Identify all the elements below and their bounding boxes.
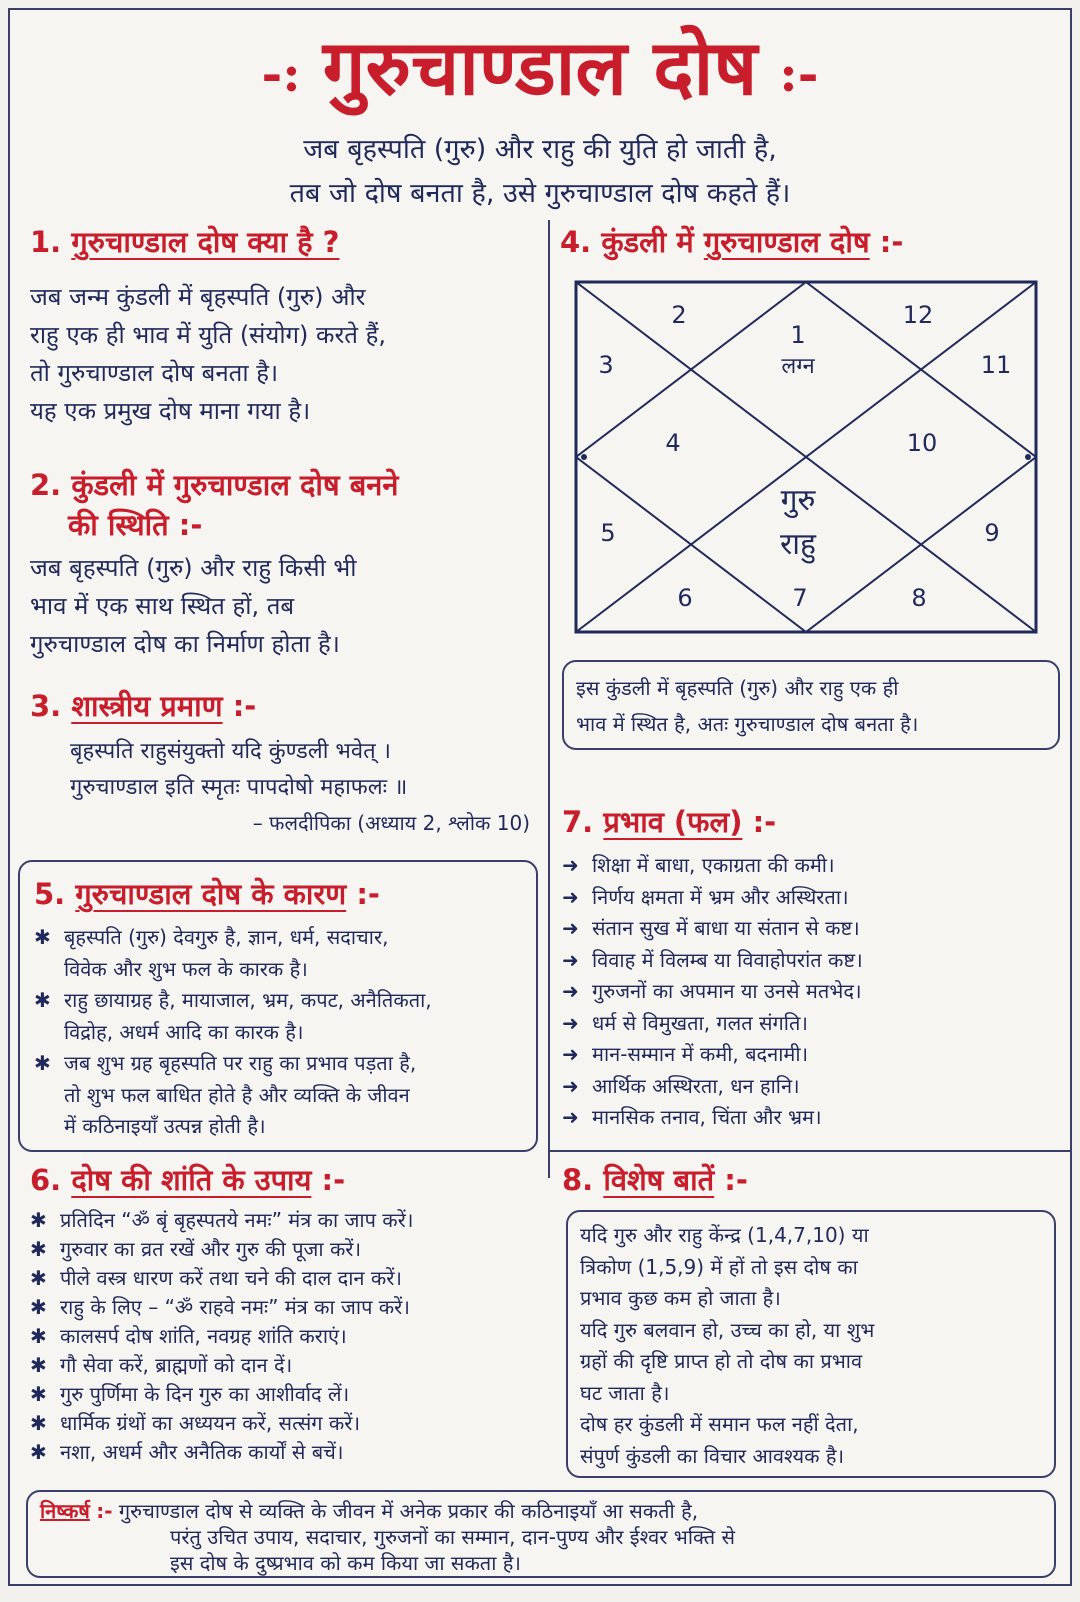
- causes-list: [34, 922, 526, 1143]
- section-3: [30, 686, 540, 840]
- list-item: [562, 1102, 1062, 1134]
- section-8-heading: [562, 1160, 1062, 1200]
- asterisk-icon: ✱: [30, 1353, 47, 1377]
- section-1-title: गुरुचाण्डाल दोष क्या है ?: [71, 225, 340, 259]
- list-item: [562, 882, 1062, 914]
- section-7-title: प्रभाव (फल): [603, 805, 743, 839]
- list-item: [30, 1380, 545, 1409]
- planet-guru: गुरु: [780, 483, 816, 518]
- text-line: घट जाता है।: [580, 1380, 670, 1405]
- list-item: [30, 1206, 545, 1235]
- list-item: [30, 1351, 545, 1380]
- list-item: [562, 976, 1062, 1008]
- section-3-title: शास्त्रीय प्रमाण: [71, 689, 223, 723]
- arrow-icon: ➜: [562, 1105, 579, 1129]
- asterisk-icon: ✱: [34, 925, 51, 949]
- section-4-number: 4.: [560, 225, 592, 259]
- section-3-number: 3.: [30, 689, 62, 723]
- intro-line: जब बृहस्पति (गुरु) और राहु की युति हो जाती है,: [303, 134, 777, 165]
- text-line: में कठिनाइयाँ उत्पन्न होती है।: [64, 1114, 266, 1138]
- list-item: [562, 850, 1062, 882]
- note-line: भाव में स्थित है, अतः गुरुचाण्डाल दोष बनता है।: [576, 712, 919, 736]
- text-line: दोष हर कुंडली में समान फल नहीं देता,: [580, 1412, 859, 1436]
- asterisk-icon: ✱: [30, 1208, 47, 1232]
- text-line: राहु छायाग्रह है, मायाजाल, भ्रम, कपट, अनैतिकता,: [64, 988, 432, 1012]
- text-line: इस दोष के दुष्प्रभाव को कम किया जा सकता है।: [170, 1551, 521, 1575]
- text-line: आर्थिक अस्थिरता, धन हानि।: [592, 1073, 800, 1098]
- section-6-suffix: :-: [321, 1163, 346, 1197]
- asterisk-icon: ✱: [34, 988, 51, 1012]
- house-11: 11: [980, 351, 1012, 379]
- column-divider: [548, 220, 550, 1178]
- asterisk-icon: ✱: [30, 1295, 47, 1319]
- text-line: गौ सेवा करें, ब्राह्मणों को दान दें।: [60, 1353, 293, 1377]
- conclusion-label: निष्कर्ष: [40, 1499, 90, 1523]
- section-4-title: कुंडली में: [601, 225, 694, 259]
- chart-dot: [581, 454, 587, 460]
- section-4: [560, 222, 1060, 262]
- shloka: [30, 734, 540, 806]
- section-2-heading-cont: [30, 505, 535, 545]
- list-item: [34, 922, 526, 985]
- text-line: जब शुभ ग्रह बृहस्पति पर राहु का प्रभाव पड़ता है,: [64, 1051, 417, 1075]
- text-line: संपुर्ण कुंडली का विचार आवश्यक है।: [580, 1443, 845, 1468]
- asterisk-icon: ✱: [30, 1382, 47, 1406]
- text-line: जब जन्म कुंडली में बृहस्पति (गुरु) और: [30, 283, 366, 311]
- text-line: बृहस्पति (गुरु) देवगुरु है, ज्ञान, धर्म, सदाचार,: [64, 925, 389, 949]
- list-item: [562, 1071, 1062, 1103]
- page-title: [10, 18, 1070, 124]
- list-item: [562, 945, 1062, 977]
- text-line: तो शुभ फल बाधित होते है और व्यक्ति के जीवन: [64, 1082, 410, 1107]
- house-10: 10: [906, 429, 938, 457]
- asterisk-icon: ✱: [30, 1266, 47, 1290]
- section-6: [30, 1160, 545, 1467]
- text-line: भाव में एक साथ स्थित हों, तब: [30, 592, 295, 620]
- title-text: गुरुचाण्डाल दोष: [322, 23, 758, 112]
- section-8-suffix: :-: [724, 1163, 748, 1197]
- section-5-heading: [34, 874, 526, 914]
- arrow-icon: ➜: [562, 916, 579, 940]
- arrow-icon: ➜: [562, 947, 579, 972]
- list-item: [34, 1048, 526, 1143]
- note-line: इस कुंडली में बृहस्पति (गुरु) और राहु एक ही: [576, 676, 899, 700]
- house-4: 4: [665, 429, 681, 457]
- section-4-title-underlined: गुरुचाण्डाल दोष: [703, 225, 870, 259]
- section-7-number: 7.: [562, 805, 594, 839]
- text-line: विवाह में विलम्ब या विवाहोपरांत कष्ट।: [592, 947, 863, 972]
- text-line: शिक्षा में बाधा, एकाग्रता की कमी।: [592, 853, 835, 877]
- conclusion-suffix: :-: [96, 1499, 113, 1523]
- asterisk-icon: ✱: [30, 1440, 47, 1464]
- lagna-label: लग्न: [781, 354, 815, 379]
- title-left-ornament: -:: [261, 44, 301, 103]
- text-line: तो गुरुचाण्डाल दोष बनता है।: [30, 359, 279, 387]
- section-6-heading: [30, 1160, 545, 1200]
- text-line: मान-सम्मान में कमी, बदनामी।: [592, 1042, 809, 1066]
- text-line: यदि गुरु बलवान हो, उच्च का हो, या शुभ: [580, 1317, 875, 1342]
- remedies-list: [30, 1206, 545, 1467]
- section-2-title: कुंडली में गुरुचाण्डाल दोष बनने: [71, 468, 399, 502]
- intro-line: तब जो दोष बनता है, उसे गुरुचाण्डाल दोष कहते हैं।: [289, 178, 791, 209]
- text-line: धार्मिक ग्रंथों का अध्ययन करें, सत्संग करें।: [60, 1411, 361, 1435]
- section-8: [562, 1160, 1062, 1200]
- house-2: 2: [671, 301, 687, 329]
- section-5-title: गुरुचाण्डाल दोष के कारण: [75, 877, 347, 911]
- arrow-icon: ➜: [562, 979, 579, 1003]
- section-7-heading: [562, 802, 1062, 842]
- text-line: त्रिकोण (1,5,9) में हों तो इस दोष का: [580, 1254, 858, 1279]
- list-item: [30, 1438, 545, 1467]
- section-8-number: 8.: [562, 1163, 594, 1197]
- house-8: 8: [911, 584, 927, 612]
- house-12: 12: [902, 301, 934, 329]
- section-5-suffix: :-: [356, 877, 380, 911]
- arrow-icon: ➜: [562, 1073, 579, 1098]
- chart-note: [562, 660, 1060, 750]
- text-line: प्रभाव कुछ कम हो जाता है।: [580, 1286, 781, 1310]
- section-1-number: 1.: [30, 225, 62, 259]
- house-5: 5: [600, 519, 616, 547]
- shloka-reference: – फलदीपिका (अध्याय 2, श्लोक 10): [252, 811, 530, 835]
- text-line: यदि गुरु और राहु केंन्द्र (1,4,7,10) या: [580, 1223, 869, 1247]
- section-2-heading: [30, 465, 535, 505]
- text-line: निर्णय क्षमता में भ्रम और अस्थिरता।: [592, 884, 849, 909]
- section-7: [562, 802, 1062, 1134]
- text-line: परंतु उचित उपाय, सदाचार, गुरुजनों का सम्मान, दान-पुण्य और ईश्वर भक्ति से: [170, 1525, 736, 1549]
- section-8-title: विशेष बातें: [603, 1163, 715, 1197]
- special-notes-box: [566, 1210, 1056, 1478]
- conclusion-box: [26, 1490, 1056, 1578]
- section-7-suffix: :-: [752, 805, 777, 839]
- house-9: 9: [984, 519, 1000, 547]
- list-item: [30, 1409, 545, 1438]
- section-6-title: दोष की शांति के उपाय: [71, 1163, 312, 1197]
- text-line: विद्रोह, अधर्म आदि का कारक है।: [64, 1019, 304, 1044]
- section-2-number: 2.: [30, 468, 62, 502]
- asterisk-icon: ✱: [34, 1051, 51, 1075]
- poster: [8, 8, 1072, 1586]
- section-3-suffix: :-: [232, 689, 257, 723]
- house-1: 1: [790, 321, 806, 349]
- title-right-ornament: :-: [779, 44, 819, 103]
- text-line: गुरुचाण्डाल दोष का निर्माण होता है।: [30, 630, 340, 658]
- text-line: यह एक प्रमुख दोष माना गया है।: [30, 397, 311, 425]
- section-6-number: 6.: [30, 1163, 62, 1197]
- section-4-heading: [560, 222, 1060, 262]
- text-line: धर्म से विमुखता, गलत संगति।: [592, 1010, 808, 1035]
- section-3-heading: [30, 686, 540, 726]
- house-7: 7: [792, 584, 808, 612]
- text-line: राहु के लिए – “ॐ राहवे नमः” मंत्र का जाप करें।: [60, 1295, 410, 1319]
- shloka-line: गुरुचाण्डाल इति स्मृतः पापदोषो महाफलः ॥: [70, 775, 408, 800]
- text-line: प्रतिदिन “ॐ बृं बृहस्पतये नमः” मंत्र का जाप करें।: [60, 1208, 414, 1232]
- list-item: [562, 913, 1062, 945]
- asterisk-icon: ✱: [30, 1324, 47, 1348]
- text-line: गुरु पुर्णिमा के दिन गुरु का आशीर्वाद लें।: [60, 1382, 350, 1406]
- arrow-icon: ➜: [562, 853, 579, 877]
- list-item: [30, 1293, 545, 1322]
- section-2-body: [30, 549, 535, 663]
- effects-list: [562, 850, 1062, 1134]
- list-item: [34, 985, 526, 1048]
- arrow-icon: ➜: [562, 884, 579, 909]
- text-line: कालसर्प दोष शांति, नवग्रह शांति कराएं।: [60, 1324, 347, 1348]
- text-line: राहु एक ही भाव में युति (संयोग) करते हैं,: [30, 321, 386, 349]
- asterisk-icon: ✱: [30, 1237, 47, 1261]
- section-4-suffix: :-: [879, 225, 904, 259]
- list-item: [30, 1264, 545, 1293]
- text-line: मानसिक तनाव, चिंता और भ्रम।: [592, 1105, 822, 1129]
- list-item: [562, 1039, 1062, 1071]
- kundli-chart: [572, 278, 1042, 640]
- intro: [10, 128, 1070, 216]
- text-line: गुरुजनों का अपमान या उनसे मतभेद।: [592, 979, 862, 1003]
- text-line: नशा, अधर्म और अनैतिक कार्यों से बचें।: [60, 1440, 344, 1464]
- text-line: जब बृहस्पति (गुरु) और राहु किसी भी: [30, 554, 357, 582]
- asterisk-icon: ✱: [30, 1411, 47, 1435]
- section-5-number: 5.: [34, 877, 66, 911]
- arrow-icon: ➜: [562, 1042, 579, 1066]
- text-line: संतान सुख में बाधा या संतान से कष्ट।: [592, 916, 860, 940]
- chart-dot: [1025, 454, 1031, 460]
- section-1-heading: [30, 222, 535, 262]
- section-1-body: [30, 278, 535, 430]
- section-2: [30, 465, 535, 663]
- text-line: विवेक और शुभ फल के कारक है।: [64, 956, 308, 981]
- text-line: पीले वस्त्र धारण करें तथा चने की दाल दान करें।: [60, 1266, 402, 1290]
- shloka-line: बृहस्पति राहुसंयुक्तो यदि कुंण्डली भवेत् ।: [70, 739, 391, 764]
- divider-right: [548, 1150, 1070, 1152]
- section-2-title-cont: की स्थिति :-: [68, 508, 203, 542]
- arrow-icon: ➜: [562, 1010, 579, 1035]
- text-line: गुरुचाण्डाल दोष से व्यक्ति के जीवन में अनेक प्रकार की कठिनाइयाँ आ सकती है,: [118, 1499, 699, 1523]
- list-item: [30, 1322, 545, 1351]
- section-5: [18, 860, 538, 1152]
- section-1: [30, 222, 535, 430]
- list-item: [562, 1008, 1062, 1040]
- house-3: 3: [598, 351, 614, 379]
- planet-rahu: राहु: [780, 527, 816, 562]
- conclusion-line-1: [40, 1498, 1042, 1524]
- text-line: गुरुवार का व्रत रखें और गुरु की पूजा करें।: [60, 1237, 362, 1261]
- text-line: ग्रहों की दृष्टि प्राप्त हो तो दोष का प्रभाव: [580, 1349, 863, 1373]
- house-6: 6: [677, 584, 693, 612]
- list-item: [30, 1235, 545, 1264]
